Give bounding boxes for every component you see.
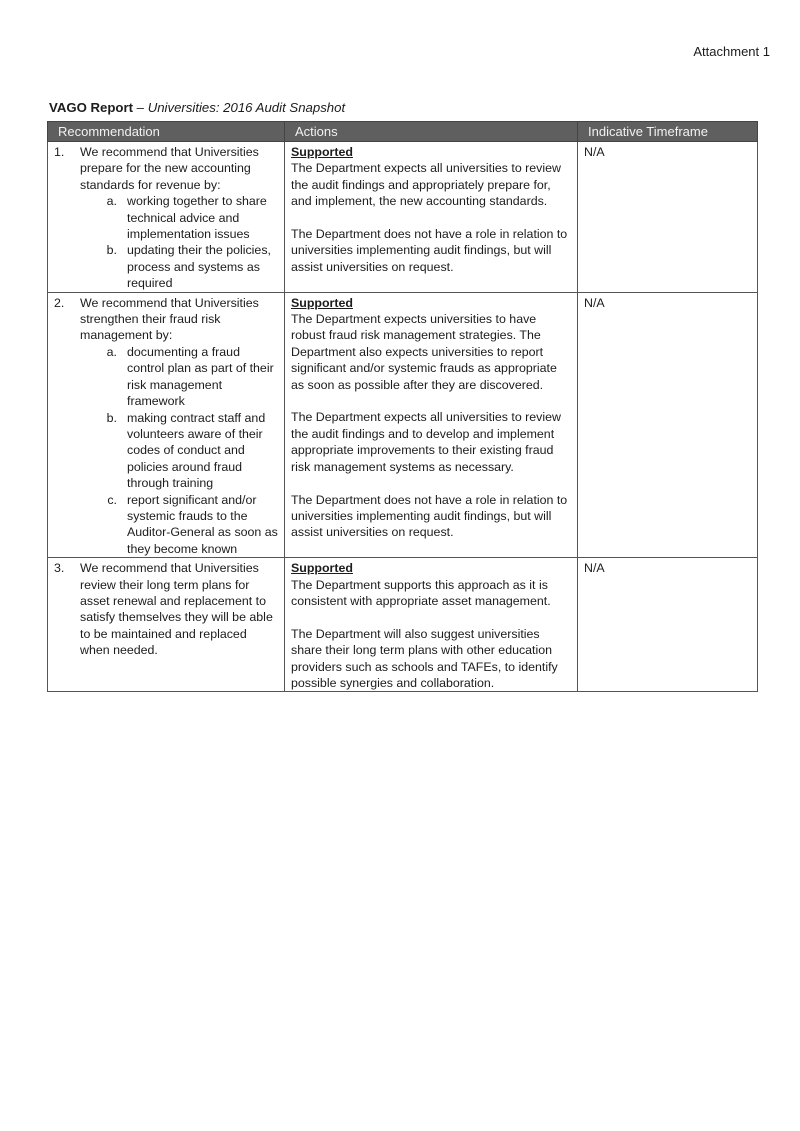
actions-cell (285, 292, 578, 558)
recommendation-intro: We recommend that Universities review their long term plans for asset renewal and replacement to satisfy themselves they will be able to be maintained and replaced when needed. (80, 561, 273, 658)
header-timeframe: Indicative Timeframe (578, 122, 758, 142)
sub-item (80, 193, 278, 242)
recommendation-number: 3. (54, 561, 65, 576)
table-row (48, 292, 758, 558)
sub-item-letter: a. (106, 194, 117, 209)
sub-item-text: making contract staff and volunteers aware of their codes of conduct and policies around fraud through training (127, 410, 266, 491)
sub-item-letter: b. (106, 243, 117, 258)
status-supported: Supported (291, 145, 353, 159)
table-body (48, 142, 758, 692)
sub-item-text: report significant and/or systemic frauds to the Auditor-General as soon as they become known (127, 492, 278, 556)
recommendation-intro: We recommend that Universities prepare for the new accounting standards for revenue by: (80, 145, 259, 192)
recommendations-table (47, 121, 758, 692)
sub-item-text: working together to share technical advice and implementation issues (127, 194, 267, 242)
recommendation-body (80, 144, 278, 292)
sub-item-list (80, 344, 278, 557)
header-actions: Actions (285, 122, 578, 142)
report-title-italic: Universities: 2016 Audit Snapshot (147, 100, 346, 115)
action-paragraph: The Department will also suggest universities share their long term plans with other education providers such as schools and TAFEs, to identify possible synergies and collaboration. (291, 626, 558, 690)
report-title-dash: – (133, 100, 148, 115)
recommendation-cell (48, 558, 285, 692)
recommendation-body (80, 295, 278, 558)
action-paragraph: The Department does not have a role in relation to universities implementing audit findings, but will assist universities on request. (291, 492, 568, 540)
sub-item (80, 410, 278, 492)
sub-item-text: documenting a fraud control plan as part of their risk management framework (127, 344, 274, 409)
table-row (48, 142, 758, 293)
table-header-row (48, 122, 758, 142)
recommendation-body (80, 560, 278, 658)
actions-cell (285, 558, 578, 692)
recommendation-cell (48, 292, 285, 558)
sub-item (80, 344, 278, 410)
sub-item-list (80, 193, 278, 291)
timeframe-cell: N/A (578, 292, 758, 558)
recommendation-number: 2. (54, 295, 65, 310)
timeframe-cell: N/A (578, 558, 758, 692)
sub-item-text: updating their the policies, process and systems as required (127, 243, 271, 291)
action-paragraph: The Department supports this approach as it is consistent with appropriate asset management. (291, 577, 551, 608)
actions-cell (285, 142, 578, 293)
sub-item-letter: c. (107, 492, 117, 507)
table-row (48, 558, 758, 692)
recommendation-number: 1. (54, 145, 65, 159)
report-title (49, 100, 345, 116)
action-paragraph: The Department does not have a role in relation to universities implementing audit findings, but will assist universities on request. (291, 227, 568, 274)
recommendation (54, 560, 278, 658)
sub-item-letter: a. (106, 344, 117, 359)
sub-item (80, 492, 278, 558)
recommendation (54, 295, 278, 558)
recommendation-cell (48, 142, 285, 293)
action-paragraph: The Department expects all universities to review the audit findings and to develop and implement appropriate improvements to their existing fraud risk management systems as necessary. (291, 410, 561, 474)
action-paragraph: The Department expects all universities to review the audit findings and appropriately prepare for, and implement, the new accounting standards. (291, 161, 561, 209)
sub-item-letter: b. (106, 410, 117, 425)
status-supported: Supported (291, 561, 353, 576)
attachment-label: Attachment 1 (693, 44, 770, 59)
timeframe-cell: N/A (578, 142, 758, 293)
action-paragraph: The Department expects universities to have robust fraud risk management strategies. The Department also expects universities to report significant and/or systemic frauds as appropriate as soon as possible after they are discovered. (291, 312, 557, 392)
sub-item (80, 242, 278, 291)
recommendation (54, 144, 278, 292)
report-title-bold: VAGO Report (49, 100, 134, 115)
header-recommendation: Recommendation (48, 122, 285, 142)
status-supported: Supported (291, 295, 353, 310)
recommendation-intro: We recommend that Universities strengthen their fraud risk management by: (80, 295, 259, 343)
